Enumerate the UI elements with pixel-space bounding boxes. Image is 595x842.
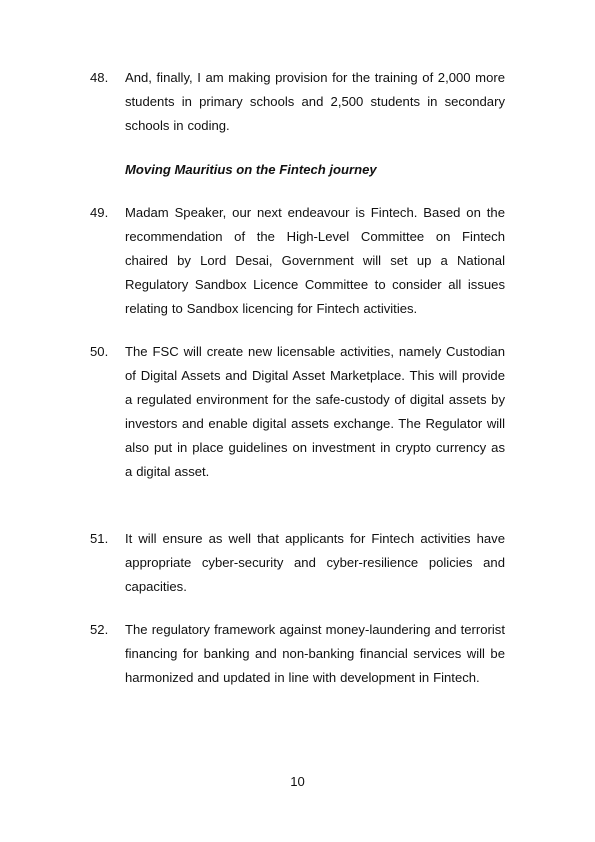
paragraph-text: The FSC will create new licensable activities, namely Custodian of Digital Assets and Digital Asset Marketplace. This will provide a regulated environment for the safe-custody of digital assets by investors and enable digital assets exchange. The Regulator will also put in place guidelines on investment in crypto currency as a digital asset. (125, 344, 505, 479)
paragraph-text: It will ensure as well that applicants for Fintech activities have appropriate cyber-security and cyber-resilience policies and capacities. (125, 531, 505, 594)
paragraph-50 (90, 340, 505, 483)
paragraph-number: 49. (90, 205, 109, 220)
paragraph-text: Madam Speaker, our next endeavour is Fintech. Based on the recommendation of the High-Level Committee on Fintech chaired by Lord Desai, Government will set up a National Regulatory Sandbox Licence Committee to consider all issues relating to Sandbox licencing for Fintech activities. (125, 205, 505, 316)
paragraph-number: 51. (90, 531, 109, 546)
paragraph-49 (90, 201, 505, 321)
paragraph-text: And, finally, I am making provision for the training of 2,000 more students in primary schools and 2,500 students in secondary schools in coding. (125, 70, 505, 133)
paragraph-51 (90, 527, 505, 599)
paragraph-52 (90, 618, 505, 690)
section-heading: Moving Mauritius on the Fintech journey (125, 162, 377, 177)
paragraph-number: 52. (90, 622, 109, 637)
paragraph-number: 48. (90, 70, 109, 85)
paragraph-number: 50. (90, 344, 109, 359)
paragraph-text: The regulatory framework against money-laundering and terrorist financing for banking and non-banking financial services will be harmonized and updated in line with development in Fintech. (125, 622, 505, 685)
page-number: 10 (290, 774, 305, 789)
paragraph-48 (90, 66, 505, 138)
